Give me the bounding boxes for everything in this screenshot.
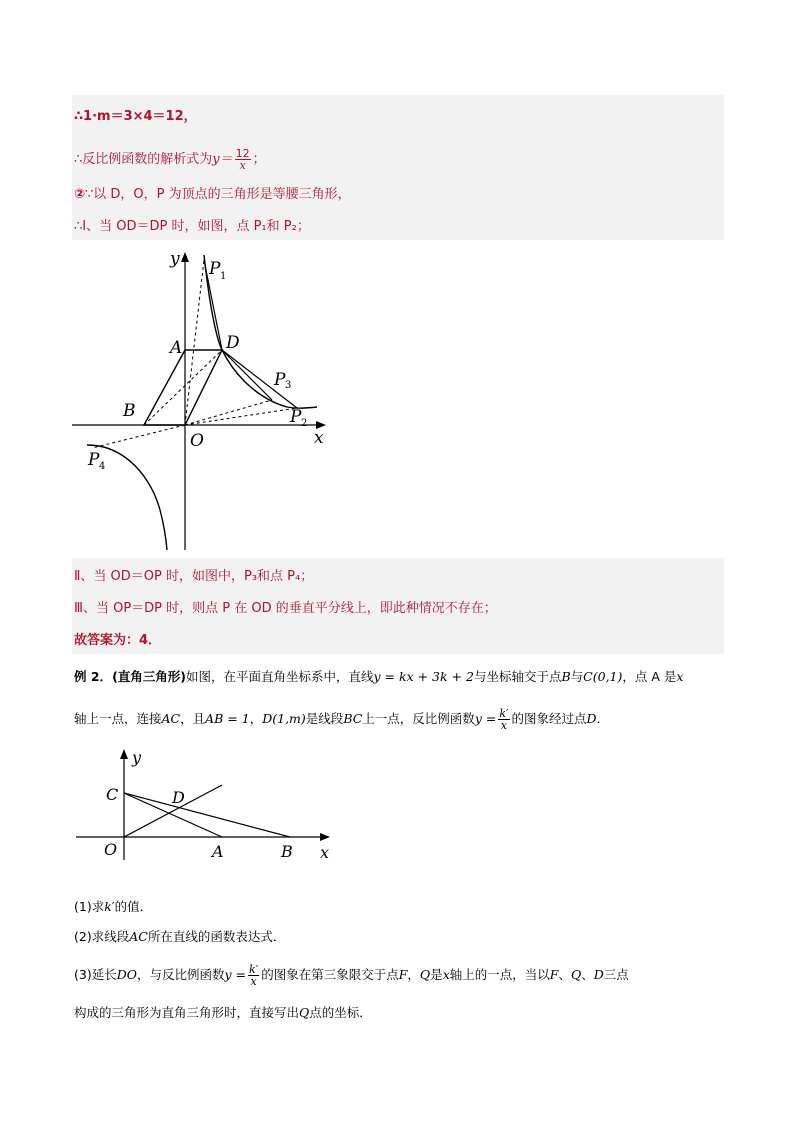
- figure-2-graph: [72, 745, 342, 865]
- point-D: D: [586, 711, 597, 726]
- solution-line-3: [74, 186, 351, 204]
- example-text: 是线段: [305, 711, 344, 726]
- label-x: x: [320, 843, 330, 862]
- example-text: ，: [249, 711, 263, 726]
- question-text: 的图象在第三象限交于点: [261, 967, 399, 982]
- line-equation: y = kx + 3k + 2: [373, 669, 474, 684]
- fraction-k-over-x: [248, 964, 259, 987]
- example-text: 上一点，反比例函数: [362, 711, 475, 726]
- label-P4-sub: 4: [99, 461, 106, 472]
- point-D: D: [593, 967, 604, 982]
- fraction-numerator: k′: [499, 707, 509, 720]
- question-text: 、: [558, 967, 571, 982]
- var-k-prime: k′: [104, 899, 115, 914]
- point-C: C(0,1): [583, 669, 623, 684]
- example-text: 如图，在平面直角坐标系中，直线: [186, 669, 374, 684]
- label-D: D: [172, 788, 185, 807]
- question-1: [74, 898, 152, 916]
- label-y: y: [132, 748, 142, 767]
- x-axis-arrow: [320, 833, 330, 841]
- solution-line-1: ∴1·m＝3×4＝12，: [74, 109, 197, 124]
- circled-number-2: ②: [74, 187, 86, 202]
- solution-line-2-suffix: ；: [252, 152, 266, 167]
- label-P2-sub: 2: [301, 418, 308, 429]
- var-x: x: [442, 967, 450, 982]
- solution-line-2: [74, 148, 266, 171]
- fraction-k-over-x: [498, 708, 509, 731]
- question-3-line-2: [74, 1004, 372, 1022]
- solution-line-2-y: y＝: [212, 152, 233, 167]
- example-text: 的图象经过点: [511, 711, 587, 726]
- label-C: C: [106, 785, 119, 804]
- question-text: 是: [430, 967, 443, 982]
- solution-line-6: Ⅲ、当 OP＝DP 时，则点 P 在 OD 的垂直平分线上，即此种情况不存在；: [74, 601, 497, 616]
- label-P4: P: [88, 450, 100, 470]
- example-text: 与: [570, 669, 584, 684]
- example-text: 与坐标轴交于点: [473, 669, 562, 684]
- y-axis-arrow: [120, 749, 128, 759]
- example-tag: (直角三角形): [112, 669, 186, 684]
- example-2-line-1: [74, 668, 683, 686]
- fraction-denominator: x: [239, 159, 246, 172]
- label-P2: P: [290, 407, 302, 427]
- example-text: ．: [596, 711, 610, 726]
- label-D: D: [226, 333, 240, 353]
- figure-1-graph: [72, 250, 326, 550]
- point-Q: Q: [570, 967, 582, 982]
- label-A: A: [170, 338, 183, 358]
- question-text: 的值．: [114, 899, 153, 914]
- example-text: ，且: [180, 711, 206, 726]
- question-text: (3)延长: [74, 967, 117, 982]
- label-P1: P: [209, 259, 221, 279]
- label-O: O: [190, 431, 204, 451]
- question-text: ，: [407, 967, 420, 982]
- fraction-12-over-x: [235, 148, 251, 171]
- solution-line-4: ∴Ⅰ、当 OD＝DP 时，如图，点 P₁和 P₂；: [74, 219, 310, 234]
- solution-line-2-prefix: ∴反比例函数的解析式为: [74, 152, 213, 167]
- fraction-numerator: k′: [249, 963, 259, 976]
- question-text: 三点: [603, 967, 629, 982]
- segment-DO: DO: [116, 967, 137, 982]
- example-label: 例 2．: [74, 669, 113, 684]
- label-B: B: [281, 842, 293, 861]
- label-P3: P: [274, 370, 286, 390]
- solution-line-5: Ⅱ、当 OD＝OP 时，如图中，P₃和点 P₄；: [74, 569, 314, 584]
- solution-line-7: 故答案为：4．: [74, 633, 162, 648]
- label-B: B: [123, 401, 136, 421]
- ab-equals: AB = 1: [205, 711, 250, 726]
- point-F: F: [398, 967, 408, 982]
- example-text: 轴上一点，连接: [74, 711, 162, 726]
- example-text: ，点 A 是: [622, 669, 677, 684]
- var-y: y =: [474, 711, 497, 726]
- var-x: x: [676, 669, 684, 684]
- var-y: y =: [224, 967, 247, 982]
- example-2-line-2: [74, 708, 609, 731]
- question-text: 轴上的一点，当以: [449, 967, 550, 982]
- label-O: O: [104, 840, 118, 859]
- fraction-denominator: x: [500, 719, 508, 732]
- label-A: A: [212, 842, 224, 861]
- label-P1-sub: 1: [220, 271, 227, 282]
- fraction-denominator: x: [250, 975, 257, 988]
- label-P3-sub: 3: [285, 380, 292, 391]
- question-text: (1)求: [74, 899, 105, 914]
- point-D: D(1,m): [262, 711, 306, 726]
- point-F: F: [549, 967, 559, 982]
- question-text: 所在直线的函数表达式．: [147, 929, 286, 944]
- question-3-line-1: [74, 964, 629, 987]
- question-text: (2)求线段: [74, 929, 130, 944]
- question-text: 点的坐标．: [309, 1005, 372, 1020]
- fraction-numerator: 12: [235, 147, 250, 160]
- figure-1-background: [72, 250, 326, 550]
- segment-AC: AC: [129, 929, 148, 944]
- question-text: 构成的三角形为直角三角形时，直接写出: [74, 1005, 300, 1020]
- solution-line-3-text: ∵以 D，O，P 为顶点的三角形是等腰三角形，: [85, 187, 351, 202]
- label-y: y: [170, 250, 180, 269]
- segment-BC: BC: [343, 711, 363, 726]
- label-x: x: [314, 428, 324, 448]
- question-text: 、: [581, 967, 594, 982]
- segment-AC: AC: [161, 711, 181, 726]
- question-2: [74, 928, 285, 946]
- question-text: ，与反比例函数: [137, 967, 225, 982]
- point-B: B: [561, 669, 571, 684]
- point-Q: Q: [419, 967, 431, 982]
- point-Q: Q: [299, 1005, 310, 1020]
